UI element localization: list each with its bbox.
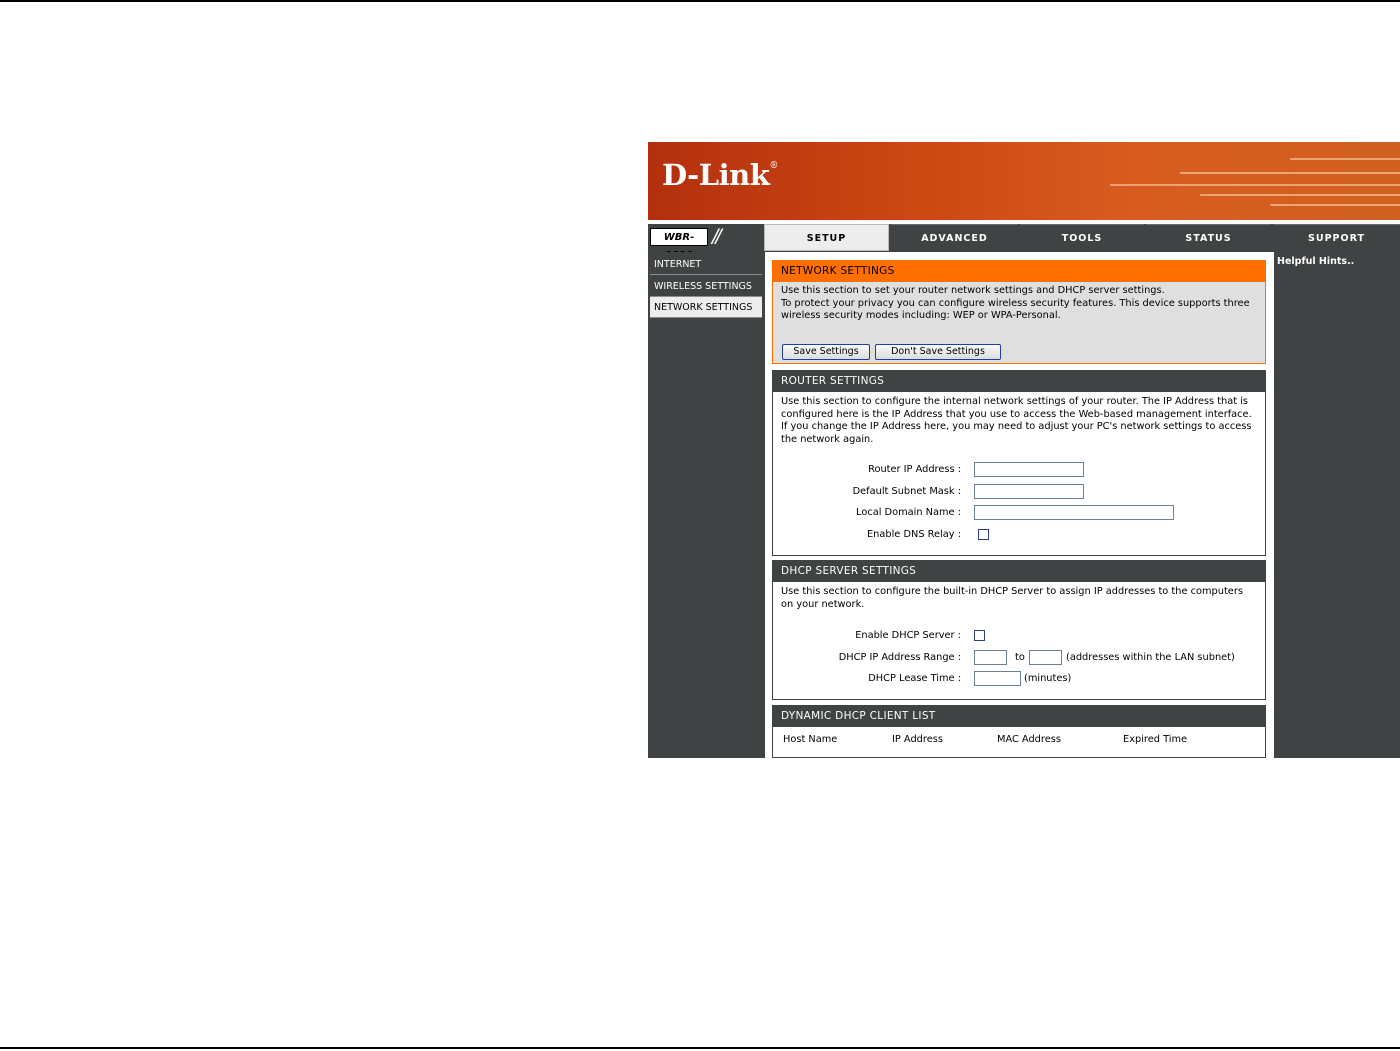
dont-save-settings-button[interactable]: Don't Save Settings — [875, 344, 1001, 360]
column-mac-address: MAC Address — [997, 734, 1061, 745]
domain-name-input[interactable] — [974, 505, 1174, 520]
router-ip-label: Router IP Address : — [868, 464, 961, 475]
tab-tools[interactable]: TOOLS — [1020, 224, 1144, 251]
range-note: (addresses within the LAN subnet) — [1066, 652, 1235, 663]
divider-slashes-icon: // — [712, 225, 719, 247]
column-expired-time: Expired Time — [1123, 734, 1188, 745]
sidebar — [648, 252, 764, 758]
header-banner — [648, 142, 1400, 220]
model-name: WBR- — [650, 228, 708, 246]
dlink-logo: D-Link® — [662, 158, 778, 192]
top-tabs — [764, 224, 1400, 251]
lease-time-row — [773, 670, 1267, 688]
enable-dhcp-checkbox[interactable] — [974, 630, 985, 641]
top-rule — [0, 0, 1400, 2]
subnet-mask-row — [773, 483, 1267, 501]
domain-name-row — [773, 504, 1267, 522]
dhcp-description: Use this section to configure the built-in DHCP Server to assign IP addresses to the computers on your network. — [781, 586, 1243, 610]
helpful-hints-title: Helpful Hints.. — [1277, 256, 1355, 267]
router-admin-window — [648, 142, 1400, 758]
tab-setup[interactable]: SETUP — [764, 224, 889, 251]
tab-status[interactable]: STATUS — [1146, 224, 1271, 251]
section-title: ROUTER SETTINGS — [773, 371, 1265, 392]
dns-relay-row — [773, 526, 1267, 544]
subnet-mask-input[interactable] — [974, 484, 1084, 499]
enable-dhcp-label: Enable DHCP Server : — [855, 630, 961, 641]
column-host-name: Host Name — [783, 734, 838, 745]
dns-relay-checkbox[interactable] — [978, 529, 989, 540]
lease-unit: (minutes) — [1024, 673, 1072, 684]
dhcp-range-row — [773, 649, 1267, 667]
router-settings-section — [772, 370, 1266, 556]
sidebar-item-internet[interactable]: INTERNET — [650, 254, 762, 275]
section-title: DHCP SERVER SETTINGS — [773, 561, 1265, 582]
network-settings-section — [772, 260, 1266, 364]
enable-dhcp-row — [773, 627, 1267, 645]
router-ip-input[interactable] — [974, 462, 1084, 477]
tab-advanced[interactable]: ADVANCED — [891, 224, 1018, 251]
intro-text: Use this section to set your router network settings and DHCP server settings. — [781, 285, 1165, 296]
router-settings-description: Use this section to configure the internal network settings of your router. The IP Address that is configured here is the IP Address that you use to access the Web-based management interface. If you change the IP Address here, you may need to adjust your PC's network settings to access the network again. — [781, 396, 1252, 445]
dhcp-range-start-input[interactable] — [974, 650, 1007, 665]
save-settings-button[interactable]: Save Settings — [782, 344, 870, 360]
range-to-label: to — [1015, 652, 1025, 663]
tab-support[interactable]: SUPPORT — [1273, 224, 1400, 251]
lease-time-input[interactable] — [974, 671, 1021, 686]
lease-time-label: DHCP Lease Time : — [868, 673, 961, 684]
dhcp-client-list-section — [772, 705, 1266, 758]
main-content — [765, 252, 1274, 758]
dhcp-range-label: DHCP IP Address Range : — [838, 652, 961, 663]
dhcp-server-section — [772, 560, 1266, 700]
domain-name-label: Local Domain Name : — [856, 507, 961, 518]
model-label — [648, 224, 764, 251]
section-title: NETWORK SETTINGS — [773, 261, 1265, 282]
bottom-rule — [0, 1047, 1400, 1049]
section-title: DYNAMIC DHCP CLIENT LIST — [773, 706, 1265, 727]
privacy-text: To protect your privacy you can configure wireless security features. This device supports three wireless security modes including: WEP or WPA-Personal. — [781, 297, 1250, 322]
dhcp-range-end-input[interactable] — [1029, 650, 1062, 665]
sidebar-item-wireless-settings[interactable]: WIRELESS SETTINGS — [650, 276, 762, 297]
subnet-mask-label: Default Subnet Mask : — [852, 486, 961, 497]
router-ip-row — [773, 461, 1267, 479]
sidebar-item-network-settings[interactable]: NETWORK SETTINGS — [650, 297, 762, 318]
helpful-hints-panel — [1274, 252, 1400, 758]
column-ip-address: IP Address — [892, 734, 943, 745]
dns-relay-label: Enable DNS Relay : — [866, 529, 961, 540]
